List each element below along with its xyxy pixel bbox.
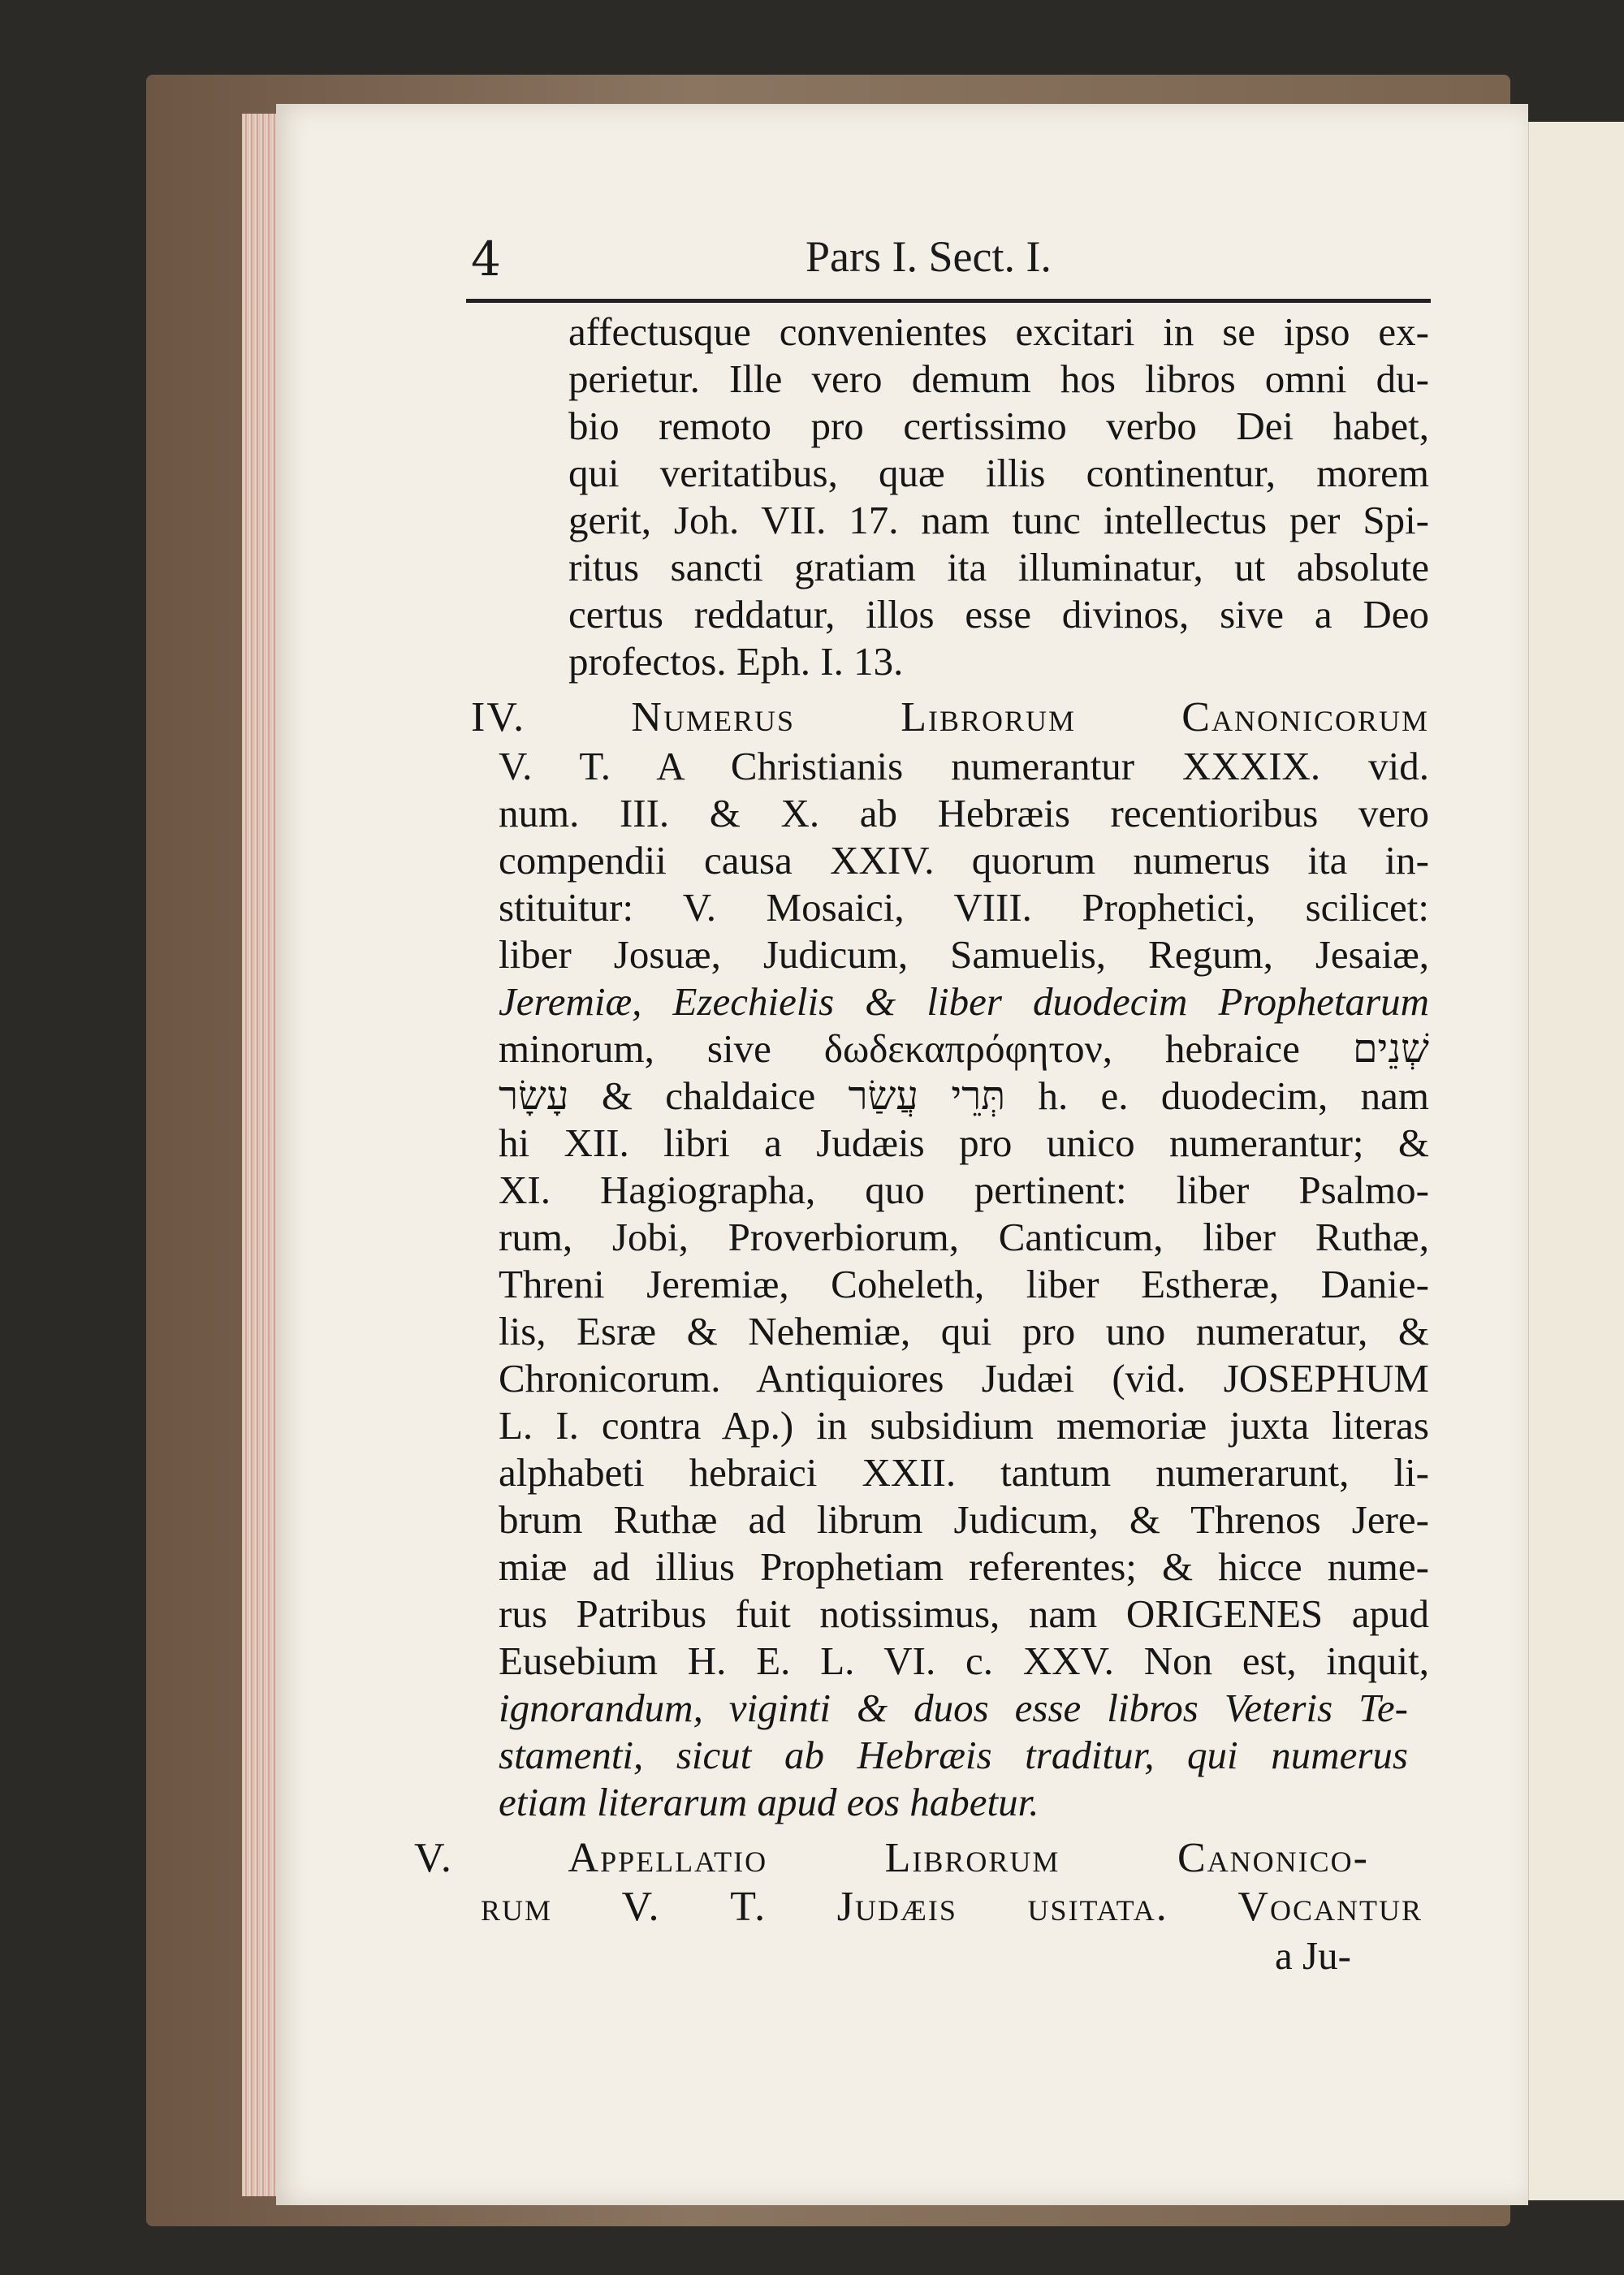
text-line: V. T. A Christianis numerantur XXXIX. vid. [499,744,1429,788]
text-line: miæ ad illius Prophetiam referentes; & hicce nume- [499,1544,1429,1589]
text-line: affectusque convenientes excitari in se ipso ex- [568,309,1429,354]
text-line: ritus sancti gratiam ita illuminatur, ut absolute [568,545,1429,589]
catchword: a Ju- [1275,1933,1351,1978]
text-line: num. III. & X. ab Hebræis recentioribus vero [499,791,1429,835]
section-heading: IV. Numerus Librorum Canonicorum [471,694,1429,740]
text-line: minorum, sive δωδεκαπρόφητον, hebraice שְׁנֵים [499,1026,1429,1071]
section-heading: V. Appellatio Librorum Canonico- [414,1835,1369,1881]
text-line: hi XII. libri a Judæis pro unico numerantur; & [499,1120,1429,1165]
facing-page-edge [1527,122,1624,2200]
text-line: brum Ruthæ ad librum Judicum, & Threnos Jere- [499,1497,1429,1542]
text-line: certus reddatur, illos esse divinos, sive a Deo [568,592,1429,637]
text-line: alphabeti hebraici XXII. tantum numerarunt, li- [499,1450,1429,1495]
text-line: L. I. contra Ap.) in subsidium memoriæ juxta literas [499,1403,1429,1448]
text-line: liber Josuæ, Judicum, Samuelis, Regum, Jesaiæ, [499,932,1429,977]
text-line: perietur. Ille vero demum hos libros omni du- [568,356,1429,401]
text-line: qui veritatibus, quæ illis continentur, morem [568,451,1429,495]
text-line: rum V. T. Judæis usitata. Vocantur [481,1884,1423,1930]
page-number: 4 [471,231,501,287]
text-line: XI. Hagiographa, quo pertinent: liber Psalmo- [499,1168,1429,1212]
text-line: Eusebium H. E. L. VI. c. XXV. Non est, inquit, [499,1638,1429,1683]
text-line: bio remoto pro certissimo verbo Dei habet, [568,404,1429,448]
text-line: stamenti, sicut ab Hebræis traditur, qui numerus [499,1733,1408,1777]
text-line: ignorandum, viginti & duos esse libros Veteris Te- [499,1686,1408,1730]
header-rule [466,299,1431,303]
text-line: Threni Jeremiæ, Coheleth, liber Estheræ, Danie- [499,1262,1429,1306]
text-line: gerit, Joh. VII. 17. nam tunc intellectus per Spi- [568,498,1429,542]
text-line: rum, Jobi, Proverbiorum, Canticum, liber Ruthæ, [499,1215,1429,1259]
text-line: etiam literarum apud eos habetur. [499,1780,1039,1824]
text-line: compendii causa XXIV. quorum numerus ita in- [499,838,1429,883]
running-head: Pars I. Sect. I. [806,232,1052,281]
text-line: Chronicorum. Antiquiores Judæi (vid. JOSEPHUM [499,1356,1429,1401]
text-line: Jeremiæ, Ezechielis & liber duodecim Prophetarum [499,979,1429,1024]
text-line: rus Patribus fuit notissimus, nam ORIGENES apud [499,1591,1429,1636]
page-header [471,231,1429,296]
text-line: lis, Esræ & Nehemiæ, qui pro uno numeratur, & [499,1309,1429,1353]
text-line: stituitur: V. Mosaici, VIII. Prophetici, scilicet: [499,885,1429,930]
text-line: profectos. Eph. I. 13. [568,639,904,684]
text-line: עָשָׂר & chaldaice תְּרֵי עֲשַׂר h. e. duodecim, nam [499,1073,1429,1118]
